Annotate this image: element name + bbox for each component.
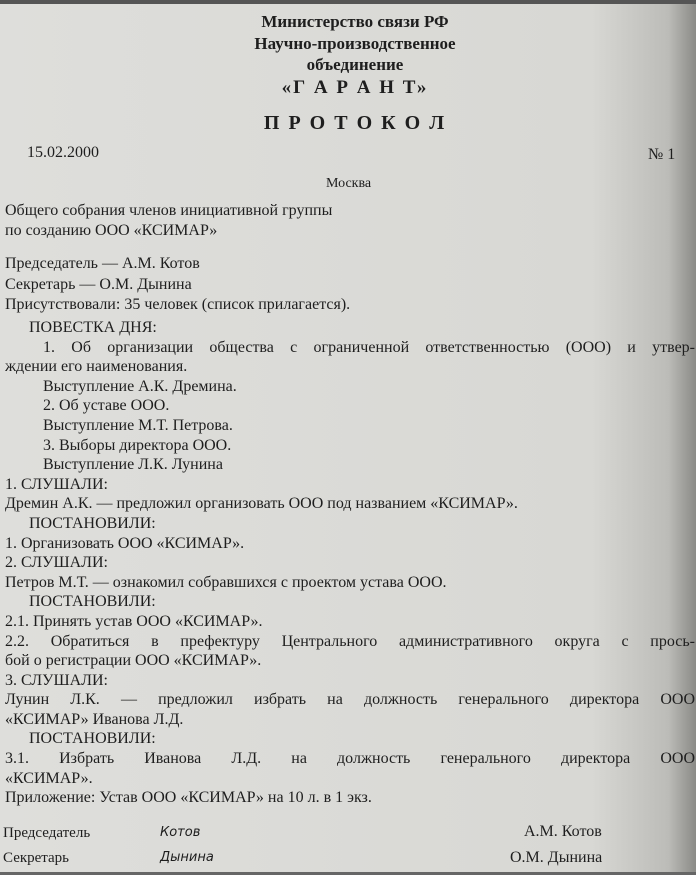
secretary-name: О.М. Дынина [510,849,603,866]
body-line: 1. СЛУШАЛИ: [5,475,108,493]
secretary-line: Секретарь — О.М. Дынина [5,276,192,293]
body-line: Петров М.Т. — ознакомил собравшихся с проектом устава ООО. [5,573,447,591]
ministry-heading: Министерство связи РФ [261,12,449,31]
chair-line: Председатель — А.М. Котов [5,255,200,272]
chair-role: Председатель [3,825,91,841]
body-line: ждении его наименования. [5,358,188,376]
body-line: Приложение: Устав ООО «КСИМАР» на 10 л. в 1 экз. [5,789,372,807]
body-line: 3.1. Избрать Иванова Л.Д. на должность генерального директора ООО [5,750,695,768]
document-city: Москва [326,176,372,191]
body-line: бой о регистрации ООО «КСИМАР». [5,652,262,670]
secretary-signature: Дынина [160,850,214,865]
body-line: Лунин Л.К. — предложил избрать на должность генерального директора ООО [5,691,695,709]
body-line: 2. Об уставе ООО. [43,397,170,415]
body-line: Выступление М.Т. Петрова. [43,416,233,434]
body-line: 2. СЛУШАЛИ: [5,554,108,572]
body-line: 2.2. Обратиться в префектуру Центрального административного округа с прось- [5,632,695,650]
body-line: Дремин А.К. — предложил организовать ООО под названием «КСИМАР». [5,495,518,513]
page-top-edge [0,0,696,4]
body-line: ПОСТАНОВИЛИ: [29,514,156,532]
body-line: ПОВЕСТКА ДНЯ: [29,319,157,336]
body-line: 3. Выборы директора ООО. [43,436,232,454]
chair-name: А.М. Котов [524,823,602,840]
document-date: 15.02.2000 [27,144,99,161]
subject-line1: Общего собрания членов инициативной группы [5,202,333,219]
body-line: ПОСТАНОВИЛИ: [29,730,156,748]
body-line: «КСИМАР» Иванова Л.Д. [5,710,184,728]
body-line: 1. Об организации общества с ограниченной ответственностью (ООО) и утвер- [43,338,695,356]
body-line: Выступление А.К. Дремина. [43,377,237,395]
body-line: 1. Организовать ООО «КСИМАР». [5,534,245,552]
body-line: «КСИМАР». [5,769,93,787]
body-line: 3. СЛУШАЛИ: [5,671,108,689]
protocol-body [5,318,695,808]
org-name: «Г А Р А Н Т» [281,77,429,98]
present-line: Присутствовали: 35 человек (список прилагается). [5,296,351,313]
document-number: № 1 [648,146,676,163]
org-line2: объединение [306,55,404,74]
body-line: ПОСТАНОВИЛИ: [29,593,156,611]
secretary-role: Секретарь [3,850,70,866]
body-line: 2.1. Принять устав ООО «КСИМАР». [5,612,263,630]
document-title: П Р О Т О К О Л [263,112,447,134]
body-line: Выступление Л.К. Лунина [43,456,223,474]
chair-signature: Котов [160,825,201,840]
subject-line2: по созданию ООО «КСИМАР» [5,222,218,239]
org-line1: Научно-производственное [254,34,456,53]
